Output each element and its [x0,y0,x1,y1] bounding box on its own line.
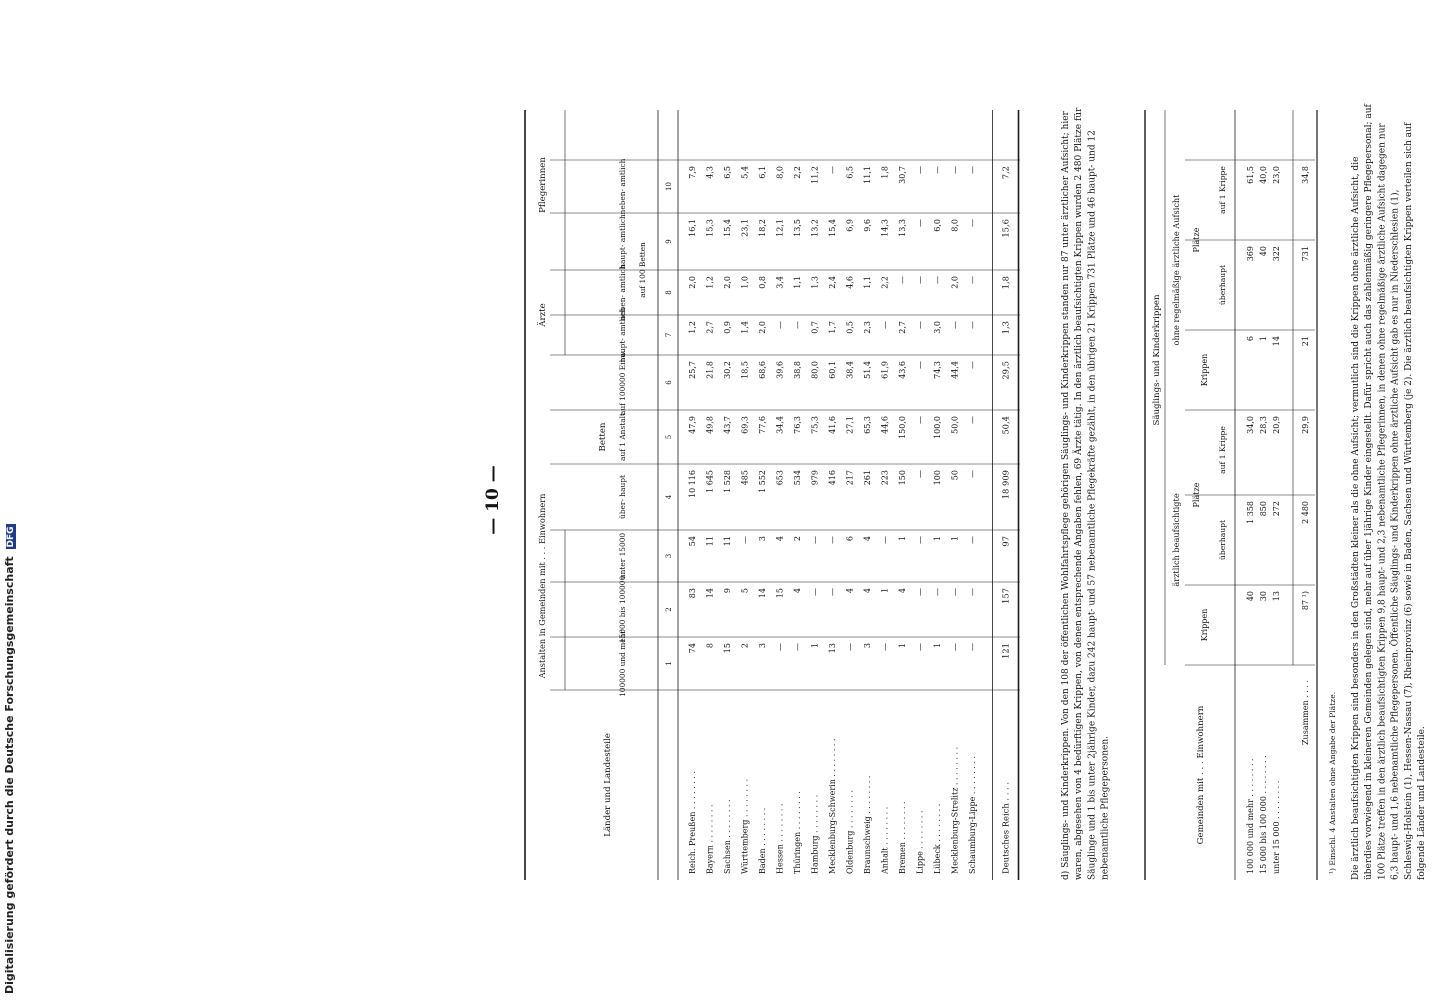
table1-row-label: Oldenburg . . . . . . . . [845,789,855,874]
table1-cell: 60,1 [828,361,837,379]
table1-cell: — [845,643,855,651]
table2-col-plaetze: Plätze [1192,482,1201,508]
table1-cell: — [915,416,925,424]
table1-total-cell: 1,3 [1000,321,1011,335]
table1-cell: 3 [758,643,767,649]
table1-col-number: 5 [665,434,673,440]
table1-cell: 43,6 [898,361,907,379]
table1-cell: 12,1 [775,219,785,237]
table2-row-label: 100 000 und mehr . . . . . . . . [1246,758,1255,874]
table1-cell: 2,2 [793,166,802,179]
table1-cell: — [828,536,837,544]
table1-cell: — [810,588,820,596]
table1-cell: 15,3 [705,219,715,237]
table1-cell: 4,3 [705,166,715,179]
table2-cell: 13 [1272,591,1281,602]
table1-col-header: über- haupt [618,475,627,519]
table1-col-header: auf 1 Anstalt [618,413,627,461]
table2-cell: 850 [1259,501,1268,517]
table1-cell: 1,1 [863,276,872,289]
paragraph-2-line: Schleswig-Holstein (1), Hessen-Nassau (7), Rheinprovinz (6) sowie in Baden, Sachsen und Württemberg (je 2). Die ärztlich beaufsichtigten Krippen verteilen sich auf [1403,122,1414,880]
table1-cell: — [915,166,925,174]
table1-cell: 11 [723,536,732,547]
table1-cell: 9,6 [863,219,872,232]
table2-group-ohne: ohne regelmäßige ärztliche Aufsicht [1171,194,1181,346]
table1-col-header: unter 15000 [618,532,627,580]
table1-cell: 75,3 [810,416,820,434]
table1-cell: 1 [950,536,960,542]
table1-row-label: Mecklenburg-Schwerin . . . . . . . . [828,738,837,874]
table1-cell: 74 [688,643,697,654]
table1-cell: 49,8 [705,416,715,434]
table1-row-label: Anhalt . . . . . . . . [880,806,890,874]
table1-cell: — [968,321,977,329]
table1-cell: 50,0 [950,416,960,434]
table1-row-label: Hessen . . . . . . . . [775,803,785,874]
table1-col-number: 4 [665,494,673,500]
table2-total-cell: 731 [1301,246,1310,262]
table1-col-header: haupt- amtlich [618,307,627,363]
table1-row-label: Lübeck . . . . . . . . [933,803,942,874]
table1-cell: 2 [740,643,750,649]
paragraph-d-line: nebenamtliche Pflegepersonen. [1100,736,1111,880]
table1-cell: 1,3 [810,276,820,289]
table1-cell: 18,5 [740,361,750,379]
table1-row-label: Reich. Preußen . . . . . . . . [688,770,697,874]
table1-cell: 30,7 [898,166,907,184]
paragraph-2-line: 100 Plätze treffen in den ärztlich beaufsichtigten Krippen 9,8 haupt- und 2,3 nebenamtliche Pflegerinnen, in denen ohne regelmäßige ärztliche Aufsicht dagegen nur [1377,123,1388,880]
table1-region-header: Länder und Landesteile [603,733,613,837]
table1-total-cell: 29,5 [1000,361,1011,380]
table1-group-aerzte: Ärzte [538,303,548,327]
table1-cell: 1 [933,536,942,542]
table1-cell: 1 [880,588,890,594]
table1-cell: 18,2 [758,219,767,237]
table-krippen-gemeinden [1145,110,1337,880]
table1-cell: 1,1 [793,276,802,289]
table1-row-label: Bayern . . . . . . . . [705,804,715,874]
table2-footnote: ¹) Einschl. 4 Anstalten ohne Angabe der Plätze. [1328,691,1337,874]
table2-col-auf-krippe: auf 1 Krippe [1218,426,1227,474]
paragraph-2-line: 6,3 haupt- und 1,6 nebenamtliche Pflegepersonen. Öffentliche Säuglings- und Kinderkrippen ohne ärztliche Aufsicht gab es nur in Niederschlesien (1), [1390,189,1401,880]
table1-cell: 485 [740,470,750,486]
table1-cell: — [950,321,960,329]
table2-total-cell: 87 ¹) [1301,591,1310,611]
table1-cell: 1 528 [723,470,732,493]
table1-cell: — [915,219,925,227]
table1-cell: — [950,588,960,596]
table1-cell: 41,6 [828,416,837,434]
table1-cell: — [933,276,942,284]
table1-cell: — [915,470,925,478]
table1-cell: 150,0 [898,416,907,439]
table1-cell: 2,7 [898,321,907,334]
table1-cell: 534 [793,470,802,486]
table1-cell: 9 [723,588,732,594]
table1-col-number: 9 [665,239,673,244]
table1-cell: 15,4 [723,219,732,237]
table1-col-header: haupt- amtlich [618,214,627,269]
table1-cell: 83 [688,588,697,599]
table1-cell: 69,3 [740,416,750,434]
table1-cell: 51,4 [863,361,872,379]
table1-cell: 1 [898,643,907,649]
table1-col-number: 6 [665,380,673,385]
table1-cell: 77,6 [758,416,767,434]
dfg-logo: DFG [6,526,16,548]
table1-cell: 44,4 [950,361,960,379]
table1-cell: 6,0 [933,219,942,232]
table1-cell: 0,9 [723,321,732,334]
table2-cell: 6 [1246,336,1255,342]
table1-cell: 44,6 [880,416,890,434]
table1-col-number: 7 [665,332,673,338]
rotated-page-content [483,103,1434,880]
table1-cell: 3 [758,536,767,542]
table1-row-label: Schaumburg-Lippe . . . . . . . . [968,755,977,874]
paragraph-d-line: waren, abgesehen von 4 bedürftigen Krippen, von denen entsprechende Angaben fehlen, 69 Ärzte tätig. In den ärztlich beaufsichtigten Krippen wurden 2 480 Plätze für [1074,107,1085,880]
table1-cell: — [968,219,977,227]
table2-total-cell: 29,9 [1301,416,1310,434]
table2-col-krippen-2: Krippen [1200,353,1209,387]
table1-cell: 11,2 [810,166,820,184]
table2-row-label: 15 000 bis 100 000 . . . . . . . . [1259,755,1268,874]
table1-cell: 80,0 [810,361,820,379]
table1-cell: 30,2 [723,361,732,379]
table2-cell: 369 [1246,246,1255,262]
credit-text: Digitalisierung gefördert durch die Deutsche Forschungsgemeinschaft [3,556,16,994]
table1-cell: — [880,536,890,544]
table1-cell: 54 [688,536,697,547]
table1-cell: 1,8 [880,166,890,179]
table1-row-label: Bremen . . . . . . . . [898,801,907,874]
table1-col-header: neben- amtlich [618,158,627,215]
table1-cell: 1,7 [828,321,837,334]
table1-cell: 1 552 [758,470,767,493]
table1-cell: 2,3 [863,321,872,334]
table1-cell: 2,0 [723,276,732,289]
table1-cell: — [828,166,837,174]
table1-cell: 261 [863,470,872,486]
table1-col-number: 1 [665,661,673,666]
table1-cell: 11,1 [863,166,872,184]
table1-cell: — [775,643,785,651]
table1-cell: 4 [845,588,855,594]
table1-cell: 6,5 [723,166,732,179]
table1-cell: — [915,536,925,544]
table1-cell: — [915,321,925,329]
table1-cell: 8 [705,643,715,649]
table1-cell: — [915,361,925,369]
table1-cell: — [968,416,977,424]
table1-cell: 2,4 [828,276,837,289]
table1-total-cell: 15,6 [1000,219,1011,238]
table2-cell: 322 [1272,246,1281,262]
table1-cell: — [933,588,942,596]
table1-cell: 100,0 [933,416,942,439]
page-number-text: — 10 — [483,465,503,535]
table1-row-label: Braunschweig . . . . . . . . [863,775,872,874]
table1-cell: 4 [863,588,872,594]
table1-cell: — [968,588,977,596]
table1-cell: — [915,588,925,596]
table2-total-cell: 21 [1301,336,1310,347]
table1-cell: 217 [845,470,855,486]
table1-total-label: Deutsches Reich . . . . [1000,781,1011,874]
table1-cell: 4 [898,588,907,594]
table1-cell: 38,4 [845,361,855,379]
table1-group-pflegerinnen: Pflegerinnen [538,157,548,213]
table1-cell: 2,0 [758,321,767,334]
table1-cell: — [968,470,977,478]
table1-cell: — [950,643,960,651]
table1-cell: 1 645 [705,470,715,493]
table1-cell: 1,0 [740,276,750,289]
table1-cell: 4 [775,536,785,542]
table1-cell: 3,0 [933,321,942,334]
table1-cell: 13,5 [793,219,802,237]
table2-total-label: Zusammen . . . . [1301,680,1310,745]
table1-col-number: 10 [665,182,673,191]
table1-cell: — [968,643,977,651]
table1-cell: — [880,643,890,651]
table1-cell: 2,0 [950,276,960,289]
table1-cell: 6,9 [845,219,855,232]
table1-cell: 74,3 [933,361,942,379]
table2-group-beaufsichtigt: ärztlich beaufsichtigte [1171,493,1181,587]
table1-cell: 4 [863,536,872,542]
table1-cell: — [968,166,977,174]
table2-cell: 1 [1259,336,1268,342]
table1-cell: 43,7 [723,416,732,434]
table1-cell: — [775,321,785,329]
table1-cell: 1 [933,643,942,649]
digitization-credit [3,524,16,994]
table1-cell: 6 [845,536,855,542]
table1-col-header: auf 100000 Einw. [618,349,627,416]
table1-cell: 14 [705,588,715,599]
table1-cell: 14 [758,588,767,599]
paragraph-2-line: Die ärztlich beaufsichtigten Krippen sind besonders in den Großstädten kleiner als die ohne Aufsicht; vermutlich sind die Krippen ohne ärztliche Aufsicht, die [1351,156,1361,880]
table1-cell: — [950,166,960,174]
table1-cell: 653 [775,470,785,486]
table2-col-plaetze-2: Plätze [1192,227,1201,253]
table1-col-number: 3 [665,553,673,559]
table1-cell: — [898,276,907,284]
table1-cell: 13,2 [810,219,820,237]
table1-cell: 7,9 [688,166,697,179]
table1-cell: 5 [740,588,750,594]
table1-row-label: Hamburg . . . . . . . . [810,794,820,874]
table1-cell: 2,7 [705,321,715,334]
table1-cell: 2,2 [880,276,890,289]
table2-row-label: unter 15 000 . . . . . . . . [1272,780,1281,874]
table1-col-number: 2 [665,607,673,612]
table1-cell: 150 [898,470,907,486]
table1-cell: 47,9 [688,416,697,434]
table1-cell: 11 [705,536,715,547]
table2-cell: 61,5 [1246,166,1255,184]
table1-total-cell: 18 909 [1000,470,1011,500]
table1-row-label: Mecklenburg-Strelitz . . . . . . . . [950,746,960,874]
table1-cell: — [968,536,977,544]
table1-cell: — [968,361,977,369]
table1-total-cell: 97 [1000,536,1011,547]
table1-row-label: Thüringen . . . . . . . . [793,791,802,874]
paragraph-2-line: überdies vorwiegend in kleineren Gemeinden gelegen sind, mehr auf über 1jährige Kinder eingestellt. Dafür spricht auch das zahlenmäßig geringere Pflegepersonal; auf [1364,104,1375,880]
table2-col-auf-krippe-2: auf 1 Krippe [1218,166,1227,214]
table1-cell: — [793,643,802,651]
table1-row-label: Württemberg . . . . . . . . [740,778,750,874]
table2-cell: 272 [1272,501,1281,517]
table1-cell: — [740,536,750,544]
table1-total-cell: 50,4 [1000,416,1011,435]
table1-cell: 3,4 [775,276,785,289]
table1-cell: — [880,321,890,329]
table1-cell: — [828,588,837,596]
table1-group-anstalten: Anstalten in Gemeinden mit . . . Einwohnern [537,493,547,679]
table1-cell: 16,1 [688,219,697,237]
table2-cell: 1 358 [1246,501,1255,524]
table1-cell: — [968,276,977,284]
table1-cell: 21,8 [705,361,715,379]
table1-cell: 979 [810,470,820,486]
page-number [483,465,503,535]
table1-col-header: 100000 und mehr [618,630,627,697]
table2-cell: 20,9 [1272,416,1281,434]
table1-row-label: Sachsen . . . . . . . . [723,799,732,874]
table1-cell: 4,6 [845,276,855,289]
table2-cell: 23,0 [1272,166,1281,184]
table1-cell: 4 [793,588,802,594]
table1-group-betten: Betten [598,422,608,452]
table2-cell: 14 [1272,336,1281,347]
table2-cell: 30 [1259,591,1268,602]
table1-cell: 61,9 [880,361,890,379]
table2-total-cell: 2 480 [1301,501,1310,524]
paragraph-2 [1351,103,1427,880]
table1-row-label: Baden . . . . . . . . [758,807,767,874]
table1-col-header: 15000 bis 100000 [618,575,627,644]
table1-cell: 2,0 [688,276,697,289]
table1-cell: 100 [933,470,942,486]
table1-sub-aerzte: auf 100 Betten [638,242,647,298]
table1-cell: — [810,536,820,544]
table1-cell: 1,4 [740,321,750,334]
table1-cell: 15,4 [828,219,837,237]
table1-cell: — [793,321,802,329]
table2-cell: 40 [1246,591,1255,602]
table1-cell: 76,3 [793,416,802,434]
table1-cell: 25,7 [688,361,697,379]
table2-cell: 40,0 [1259,166,1268,184]
table1-cell: 23,1 [740,219,750,237]
table2-col-krippen: Krippen [1200,608,1209,642]
table1-cell: 8,0 [950,219,960,232]
table1-cell: 65,3 [863,416,872,434]
table1-cell: 39,6 [775,361,785,379]
table1-cell: 1,2 [705,276,715,289]
table1-cell: 13 [828,643,837,654]
table1-cell: 34,4 [775,416,785,434]
table1-cell: 416 [828,470,837,486]
paragraph-2-line: folgende Länder und Landesteile. [1417,726,1427,880]
table1-cell: 13,3 [898,219,907,237]
table1-cell: 6,1 [758,166,767,179]
table1-cell: 1 [810,643,820,649]
table1-cell: 0,8 [758,276,767,289]
table1-cell: 1,2 [688,321,697,334]
table2-row-header: Gemeinden mit . . . Einwohnern [1196,705,1206,845]
table1-total-cell: 121 [1000,643,1011,659]
table1-cell: 223 [880,470,890,486]
table1-cell: 0,7 [810,321,820,334]
table2-col-ueberhaupt-2: überhaupt [1218,264,1227,306]
table1-row-label: Lippe . . . . . . . . [915,810,925,874]
table1-cell: — [915,643,925,651]
table2-title: Säuglings- und Kinderkrippen [1152,294,1162,426]
table1-cell: 0,5 [845,321,855,334]
table1-cell: 15 [775,588,785,599]
table1-cell: 14,3 [880,219,890,237]
table1-cell: 8,0 [775,166,785,179]
table1-cell: 5,4 [740,166,750,179]
table1-cell: 3 [863,643,872,649]
table1-cell: 27,1 [845,416,855,434]
table1-total-cell: 157 [1000,588,1011,604]
paragraph-d [1060,107,1111,880]
table1-cell: 15 [723,643,732,654]
table2-cell: 40 [1259,246,1268,257]
table-krankenanstalten [525,110,1020,880]
paragraph-d-line: d) Säuglings- und Kinderkrippen. Von den 108 der öffentlichen Wohlfahrtspflege gehörigen Säuglings- und Kinderkrippen standen nur 87 unter ärztlicher Aufsicht; hier [1061,111,1071,880]
table1-cell: 6,5 [845,166,855,179]
paragraph-d-line: Säuglinge und 1 bis unter 2jährige Kinder, dazu 242 haupt- und 57 nebenamtliche Pflegekräfte gezählt, in den übrigen 21 Krippen 731 Plätze und 46 haupt- und 12 [1087,130,1098,880]
table2-col-ueberhaupt: überhaupt [1218,519,1227,561]
table1-cell: — [933,166,942,174]
table1-total-cell: 7,2 [1000,166,1011,180]
table1-cell: 38,8 [793,361,802,379]
table2-cell: 34,0 [1246,416,1255,434]
table1-col-header: neben- amtlich [618,264,627,321]
table1-cell: — [915,276,925,284]
table1-cell: 68,6 [758,361,767,379]
table1-cell: 10 116 [688,470,697,498]
table1-cell: 50 [950,470,960,481]
table1-cell: 2 [793,536,802,542]
table1-cell: 1 [898,536,907,542]
table1-col-number: 8 [665,290,673,295]
table2-cell: 28,3 [1259,416,1268,434]
table2-total-cell: 34,8 [1301,166,1310,184]
table1-total-cell: 1,8 [1000,276,1011,290]
